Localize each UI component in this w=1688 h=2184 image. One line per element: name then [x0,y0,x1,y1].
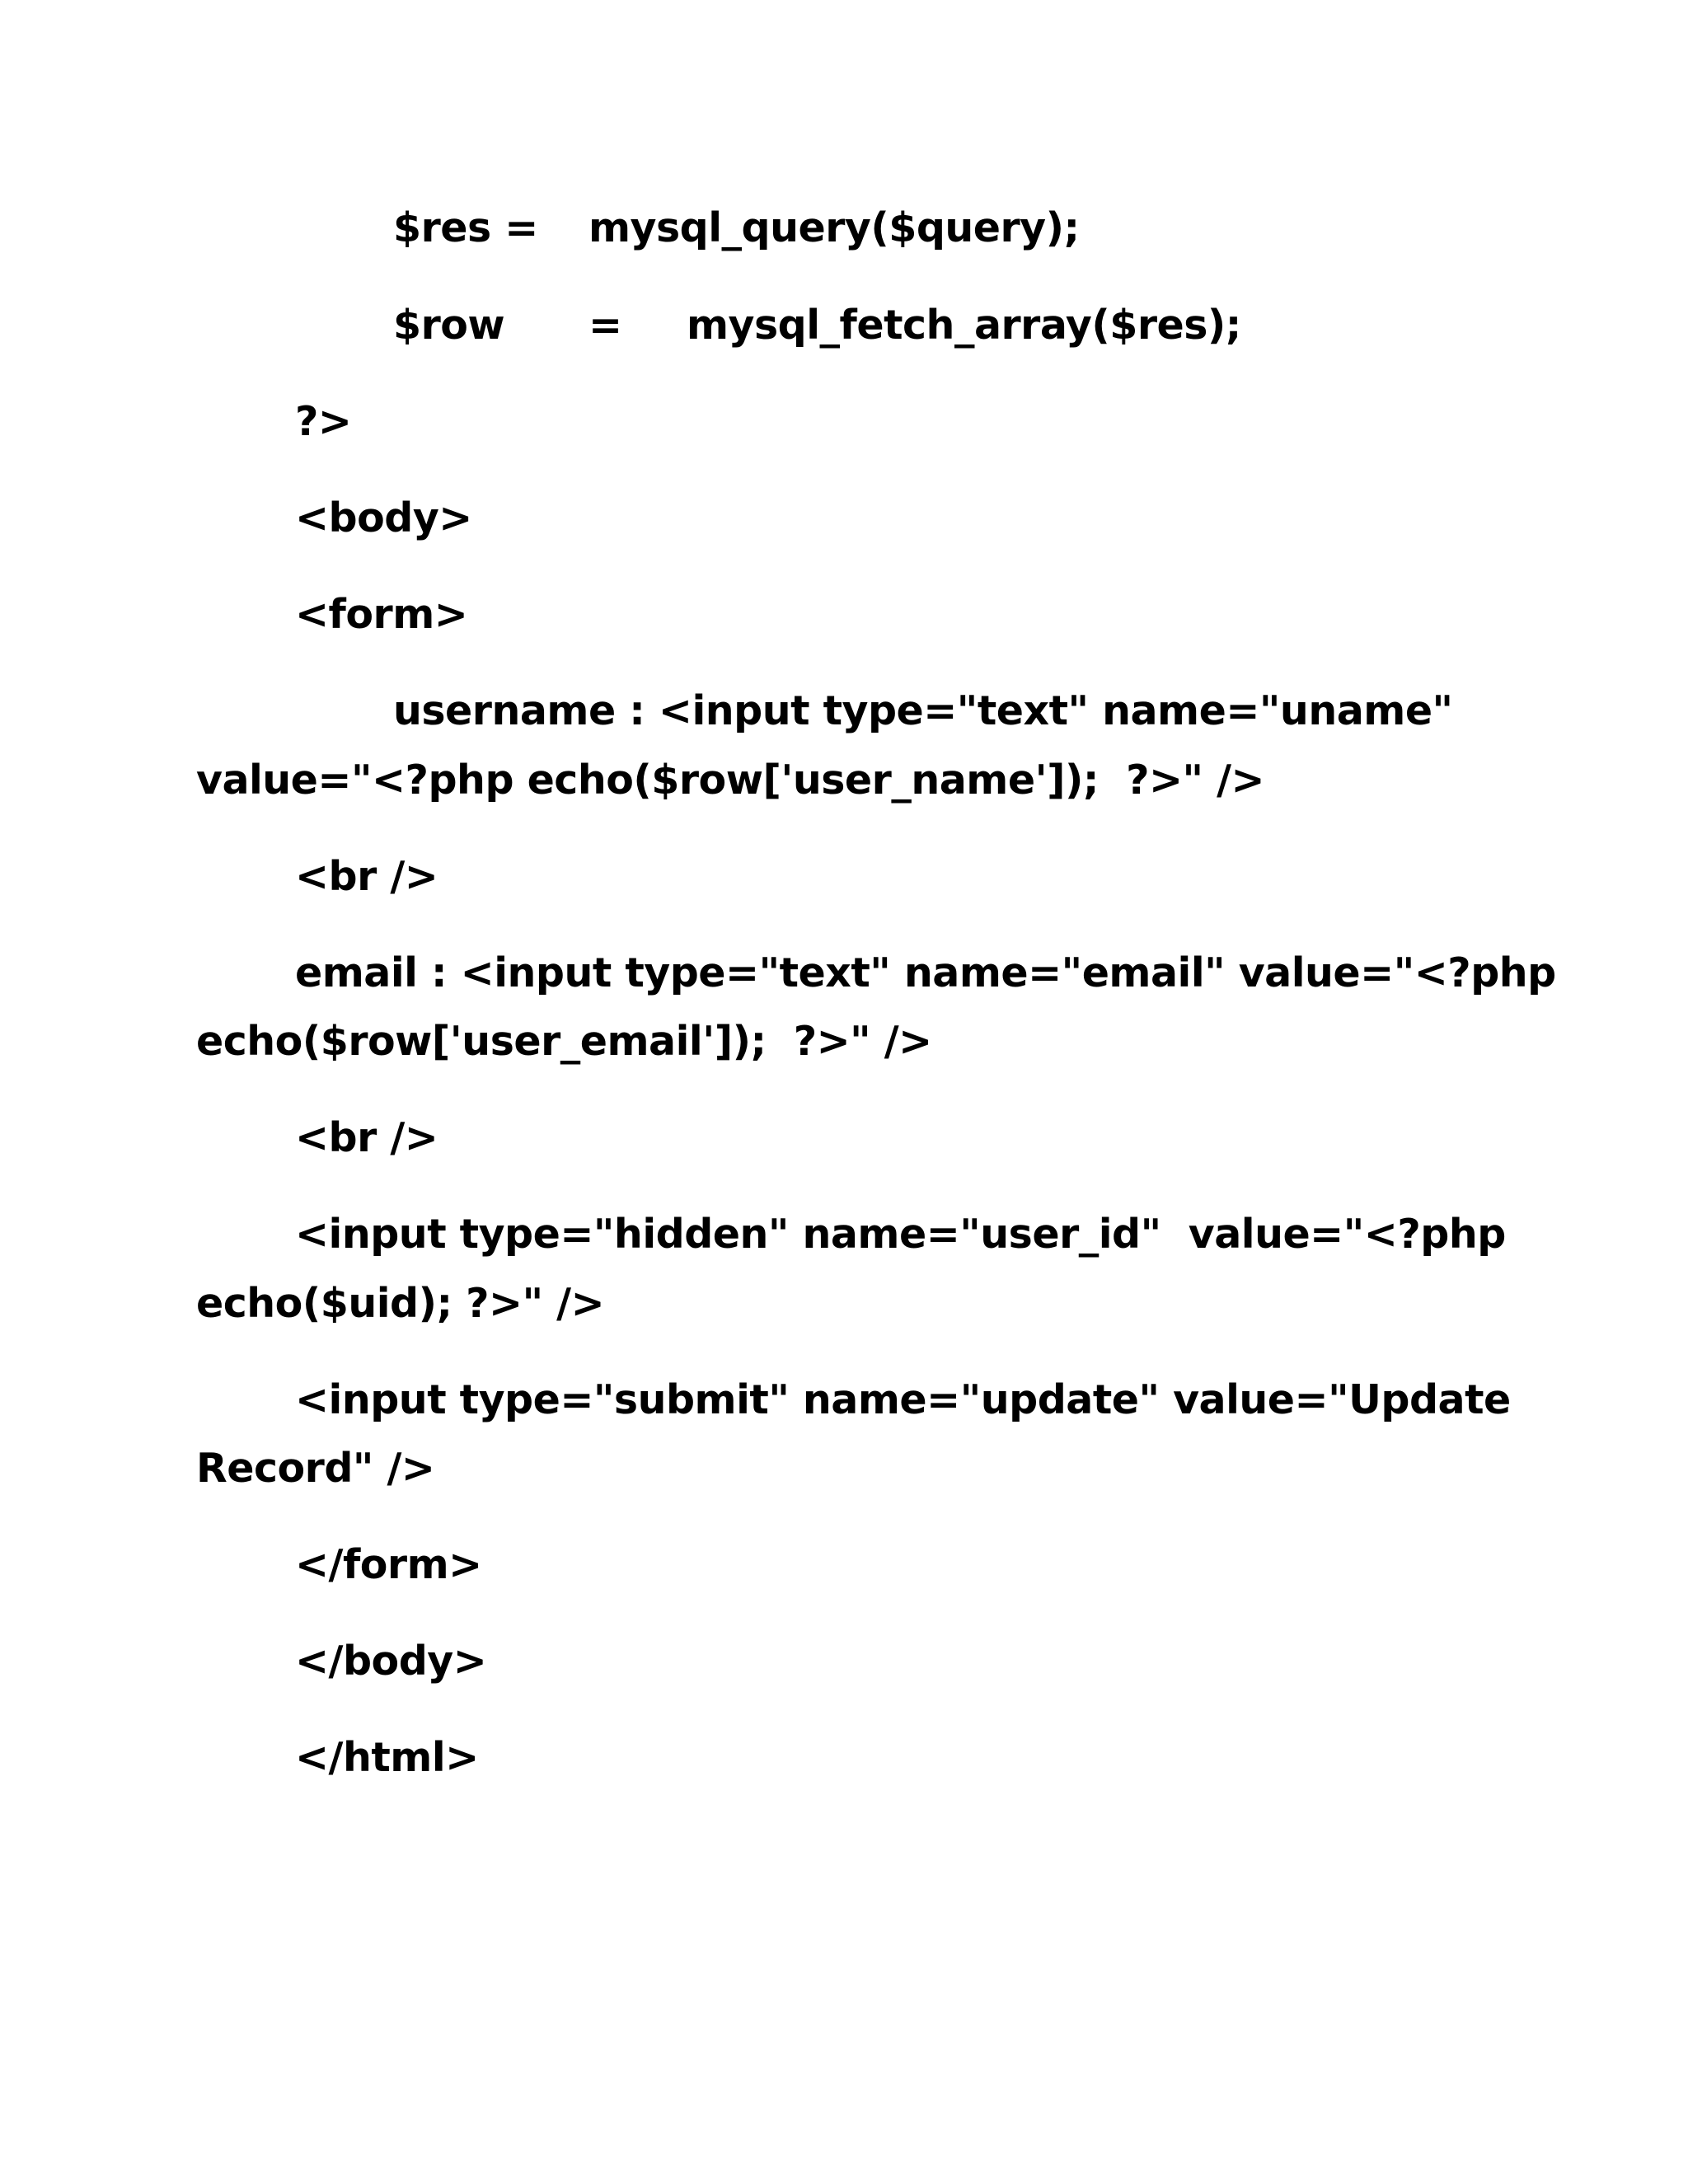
row-var: $row [393,302,505,349]
code-line-email-2: echo($row['user_email']); ?>" /> [196,1018,932,1065]
code-line-submit-1: <input type="submit" name="update" value="Update [295,1376,1511,1423]
code-line-php-close: ?> [295,398,352,445]
code-line-form-open: <form> [295,591,468,638]
code-line-body-open: <body> [295,494,472,541]
code-line-row [393,302,1241,507]
row-mysql-fetch: mysql_fetch_array($res); [687,302,1241,349]
code-line-username-2: value="<?php echo($row['user_name']); ?>" /> [196,757,1265,804]
code-line-username-1: username : <input type="text" name="uname" [393,687,1453,734]
res-mysql-query: mysql_query($query); [588,204,1080,251]
code-line-submit-2: Record" /> [196,1445,435,1492]
code-line-body-close: </body> [295,1638,487,1685]
code-line-email-1: email : <input type="text" name="email" value="<?php [295,949,1556,996]
code-line-hidden-1: <input type="hidden" name="user_id" value="<?php [295,1211,1506,1258]
code-line-hidden-2: echo($uid); ?>" /> [196,1280,605,1327]
res-assign: $res = [393,204,538,251]
row-equals: = [588,302,622,349]
code-line-form-close: </form> [295,1541,482,1588]
code-line-br-1: <br /> [295,853,438,900]
code-line-html-close: </html> [295,1734,479,1781]
code-line-br-2: <br /> [295,1114,438,1161]
